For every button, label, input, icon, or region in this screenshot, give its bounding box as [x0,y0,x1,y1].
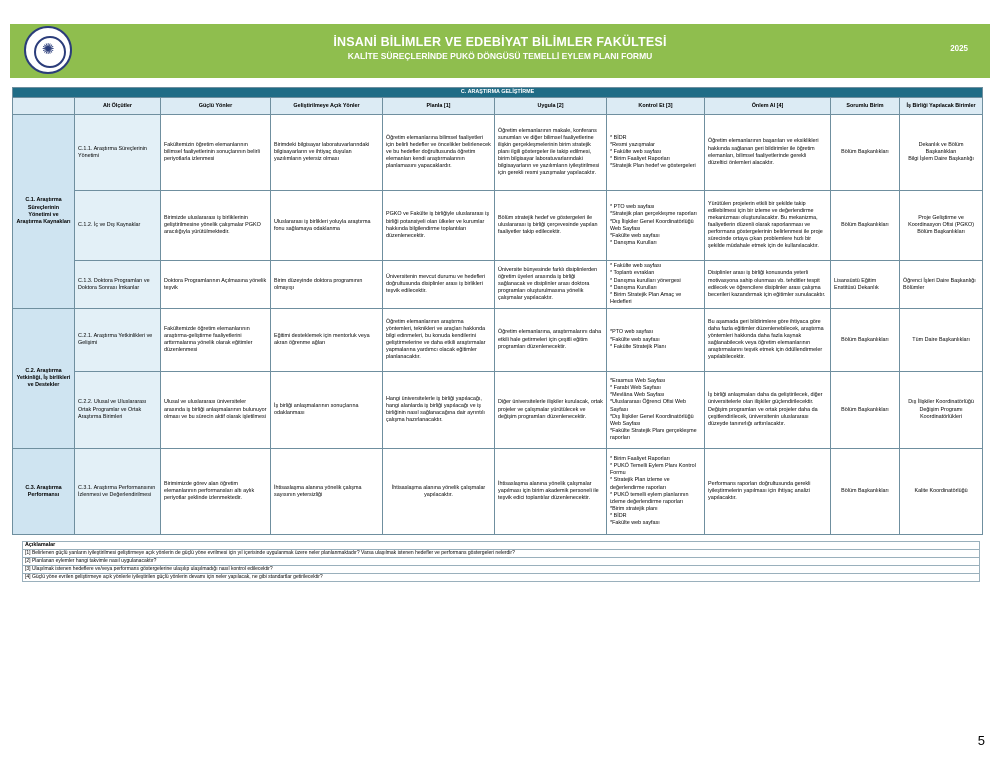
sub-criterion: C.3.1. Araştırma Performansının İzlenmesi ve Değerlendirilmesi [75,449,161,535]
header-empty-cell [13,98,75,115]
act-cell: Disiplinler arası iş birliği konusunda yeterli motivasyona sahip olunması vb. tehditler tespit edilecek ve öğrencilere disiplinler arası çalışma becerileri kazandırmak için eğitimler sunulacaktır. [705,261,831,309]
improvement-cell: Birim düzeyinde doktora programının olmayışı [271,261,383,309]
plan-cell: Üniversitenin mevcut durumu ve hedefleri doğrultusunda disiplinler arası iş birlikleri teşvik edilecektir. [383,261,495,309]
plan-cell: Hangi üniversitelerle iş birliği yapılacağı, hangi alanlarda iş birliği yapılacağı ve iş birliğinin nasıl sağlanacağına dair ayrıntılı çalışma hazırlanacaktır. [383,372,495,449]
sub-criterion: C.1.2. İç ve Dış Kaynaklar [75,191,161,261]
plan-cell: İhtisaslaşma alanına yönelik çalışmalar yapılacaktır. [383,449,495,535]
collaborator-cell: Dış İlişkiler Koordinatörlüğü Değişim Programı Koordinatörlükleri [900,372,983,449]
year-label: 2025 [950,44,968,53]
action-plan-table [12,87,983,535]
check-cell: * Birim Faaliyet Raporları * PUKÖ Temelli Eylem Planı Kontrol Formu * Stratejik Plan izleme ve değerlendirme raporları * PUKÖ temelli eylem planlarının izleme değerlendirme raporları *Birim stratejik planı * BİDR *Fakülte web sayfası [607,449,705,535]
plan-cell: Öğretim elemanlarına bilimsel faaliyetleri için belirli hedefler ve öncelikler belirlenecek ve bu hedefler doğrultusunda öğretim elemanları kendi araştırmalarının planlamasını yapacaklardır. [383,115,495,191]
do-cell: İhtisaslaşma alanına yönelik çalışmalar yapılması için birim akademik personeli ile teşvik edici toplantılar düzenlenecektir. [495,449,607,535]
improvement-cell: İş birliği anlaşmalarının sonuçlarına odaklanması [271,372,383,449]
strength-cell: Doktora Programlarının Açılmasına yönelik teşvik [161,261,271,309]
do-cell: Üniversite bünyesinde farklı disiplinlerden öğretim üyeleri arasında iş birliği sağlanacak ve disiplinler arası doktora programları oluşturulmasına yönelik çalışmalar yapılacaktır. [495,261,607,309]
improvement-cell: İhtisaslaşma alanına yönelik çalışma sayısının yetersizliği [271,449,383,535]
responsible-cell: Bölüm Başkanlıkları [831,309,900,372]
table-row [13,261,983,309]
group-c3: C.3. Araştırma Performansı [13,449,75,535]
header-improvements: Geliştirilmeye Açık Yönler [271,98,383,115]
strength-cell: Birimimizde görev alan öğretim elemanlarının performansları altı aylık periyotlar şeklinde izlenmektedir. [161,449,271,535]
form-title: KALİTE SÜREÇLERİNDE PUKÖ DÖNGÜSÜ TEMELLİ EYLEM PLANI FORMU [347,51,653,61]
section-title: C. ARAŞTIRMA GELİŞTİRME [13,88,983,98]
act-cell: İş birliği anlaşmaları daha da geliştirilecek, diğer üniversitelerle olan ilişkiler güçlendirilecektir. Değişim programları ve ortak projeler daha da çeşitlendirilecek, üniversitenin uluslararası düzeyde tanınırlığı arttırılacaktır. [705,372,831,449]
collaborator-cell: Tüm Daire Başkanlıkları [900,309,983,372]
header-sub-criteria: Alt Ölçütler [75,98,161,115]
collaborator-cell: Kalite Koordinatörlüğü [900,449,983,535]
page-number: 5 [977,733,985,748]
header-banner [10,24,990,78]
sub-criterion: C.1.3. Doktora Programları ve Doktora Sonrası İmkanlar [75,261,161,309]
header-act: Önlem Al [4] [705,98,831,115]
header-do: Uygula [2] [495,98,607,115]
act-cell: Öğretim elemanlarının başarıları ve eksiklikleri hakkında sağlanan geri bildirimler ile öğretim elemanları, bilimsel faaliyetlerinde gerekli düzeltici önlemleri alacaktır. [705,115,831,191]
strength-cell: Fakültemizin öğretim elemanlarının bilimsel faaliyetlerinin sonuçlarının belirli periyotlarla izlenmesi [161,115,271,191]
act-cell: Yürütülen projelerin etkili bir şekilde takip edilebilmesi için bir izleme ve değerlendirme mekanizması oluşturulacaktır. Bu mekanizma, faaliyetlerin düzenli olarak raporlanması ve performans göstergelerinin belirlenmesi ile proje sürecinde ortaya çıkan problemlere hızlı bir şekilde müdahale etmek için de kullanılacaktır. [705,191,831,261]
note-item: [4] Güçlü yöne evrilen geliştirmeye açık yönlerle iyileştirilen güçlü yönlerin devamı için neler yapılacak, ne gibi standartlar getirilecektir? [23,574,980,582]
table-row [13,115,983,191]
strength-cell: Birimizde uluslararası iş birliklerinin geliştirilmesine yönelik çalışmalar PGKO aracılığıyla yürütülmektedir. [161,191,271,261]
faculty-title: İNSANİ BİLİMLER VE EDEBİYAT BİLİMLER FAKÜLTESİ [333,35,667,49]
responsible-cell: Bölüm Başkanlıkları [831,191,900,261]
table-row [13,191,983,261]
header-plan: Planla [1] [383,98,495,115]
note-item: [1] Belirlenen güçlü yanların iyileştirilmesi geliştirmeye açık yönlerin de güçlü yöne evrilmesi için yıl içerisinde uygulanmak üzere neler planlanmaktadır? Varsa ulaşılmak istenen hedefler ve performans göstergeleri nelerdir? [23,550,980,558]
do-cell: Bölüm stratejik hedef ve göstergeleri ile uluslararası iş birliği çerçevesinde yapılan faaliyetler takip edilecektir. [495,191,607,261]
sub-criterion: C.2.1. Araştırma Yetkinlikleri ve Gelişimi [75,309,161,372]
note-item: [3] Ulaşılmak istenen hedeflere ve/veya performans göstergelerine ulaşılıp ulaşılmadığı nasıl kontrol edilecektir? [23,566,980,574]
responsible-cell: Lisansüstü Eğitim Enstitüsü Dekanlık [831,261,900,309]
improvement-cell: Uluslararası iş birlikleri yoluyla araştırma fonu sağlamaya odaklanma [271,191,383,261]
responsible-cell: Bölüm Başkanlıkları [831,449,900,535]
improvement-cell: Birimdeki bilgisayar laboratuvarlarındaki bilgisayarların ve ihtiyaç duyulan yazılımların yetersiz olması [271,115,383,191]
table-row [13,309,983,372]
do-cell: Diğer üniversitelerle ilişkiler kurulacak, ortak projeler ve çalışmalar yürütülecek ve değişim programları düzenlenecektir. [495,372,607,449]
check-cell: *Erasmus Web Sayfası * Farabi Web Sayfası *Mevlâna Web Sayfası *Uluslararası Öğrenci Ofisi Web Sayfası *Dış İlişkiler Genel Koordinatörlüğü Web Sayfası *Fakülte Stratejik Planı gerçekleşme raporları [607,372,705,449]
header-strengths: Güçlü Yönler [161,98,271,115]
note-item: [2] Planlanan eylemler hangi takvimle nasıl uygulanacaktır? [23,558,980,566]
notes-table [22,541,980,582]
plan-cell: PGKO ve Fakülte iş birliğiyle uluslararası iş birliği potansiyeli olan ülkeler ve kurumlar hakkında bilgilendirme toplantıları düzenlenecektir. [383,191,495,261]
check-cell: * PTO web sayfası *Stratejik plan gerçekleşme raporları *Dış İlişkiler Genel Koordinatörlüğü Web Sayfası *Fakülte web sayfası * Danışma Kurulları [607,191,705,261]
act-cell: Performans raporları doğrultusunda gerekli iyileştirmelerin yapılması için ihtiyaç analizi yapılacaktır. [705,449,831,535]
header-collaborators: İş Birliği Yapılacak Birimler [900,98,983,115]
check-cell: *PTO web sayfası *Fakülte web sayfası * Fakülte Stratejik Planı [607,309,705,372]
do-cell: Öğretim elemanlarının makale, konferans sunumları ve diğer bilimsel faaliyetlerine ilişkin gerçekleşmelerinin birim stratejik planı ilgili göstergeler ile takip edilmesi, birim bilgisayar laboratuvarlarındaki bilgisayarların ve yazılımların iyileştirilmesi için gerekli resmi yazışmalar yapılacaktır. [495,115,607,191]
improvement-cell: Eğitimi desteklemek için mentorluk veya akran öğrenme ağları [271,309,383,372]
responsible-cell: Bölüm Başkanlıkları [831,372,900,449]
sub-criterion: C.1.1. Araştırma Süreçlerinin Yönetimi [75,115,161,191]
strength-cell: Fakültemizde öğretim elemanlarının araştırma-geliştirme faaliyetlerini arttırmalarına yönelik olarak eğitimler düzenlenmesi [161,309,271,372]
sub-criterion: C.2.2. Ulusal ve Uluslararası Ortak Programlar ve Ortak Araştırma Birimleri [75,372,161,449]
table-row [13,372,983,449]
group-c2: C.2. Araştırma Yetkinliği, İş birlikleri ve Destekler [13,309,75,449]
collaborator-cell: Öğrenci İşleri Daire Başkanlığı Bölümler [900,261,983,309]
header-check: Kontrol Et [3] [607,98,705,115]
check-cell: * BİDR *Resmi yazışmalar * Fakülte web sayfası * Birim Faaliyet Raporları *Stratejik Plan hedef ve göstergeleri [607,115,705,191]
header-responsible: Sorumlu Birim [831,98,900,115]
collaborator-cell: Proje Geliştirme ve Koordinasyon Ofisi (PGKO) Bölüm Başkanlıkları [900,191,983,261]
collaborator-cell: Dekanlık ve Bölüm Başkanlıkları Bilgi İşlem Daire Başkanlığı [900,115,983,191]
university-seal-icon: ✺ [24,26,72,74]
do-cell: Öğretim elemanlarına, araştırmalarını daha etkili hale getirmeleri için çeşitli eğitim programları düzenlenecektir. [495,309,607,372]
notes-title: Açıklamalar [23,542,980,550]
responsible-cell: Bölüm Başkanlıkları [831,115,900,191]
strength-cell: Ulusal ve uluslararası üniversiteler arasında iş birliği anlaşmalarının bulunuyor olması ve bu sürecin aktif olarak işletilmesi [161,372,271,449]
act-cell: Bu aşamada geri bildirimlere göre ihtiyaca göre daha fazla eğitimler düzenlenebilecek, araştırma yöntemleri hakkında daha fazla kaynak sağlanabilecek veya öğretim elemanlarının araştırmalarını teşvik etmek için ödüllendirmeler yapılabilecektir. [705,309,831,372]
plan-cell: Öğretim elemanlarının araştırma yöntemleri, teknikleri ve araçları hakkında bilgi edinmeleri, bu konuda kendilerini geliştirmelerine ve daha etkili araştırmalar yapmalarına yardımcı olacak eğitimler planlanacaktır. [383,309,495,372]
check-cell: * Fakülte web sayfası * Toplantı evrakları * Danışma kurulları yönergesi * Danışma Kurulları * Birim Stratejik Plan Amaç ve Hedefleri [607,261,705,309]
group-c1: C.1. Araştırma Süreçlerinin Yönetimi ve Araştırma Kaynakları [13,115,75,309]
table-row [13,449,983,535]
